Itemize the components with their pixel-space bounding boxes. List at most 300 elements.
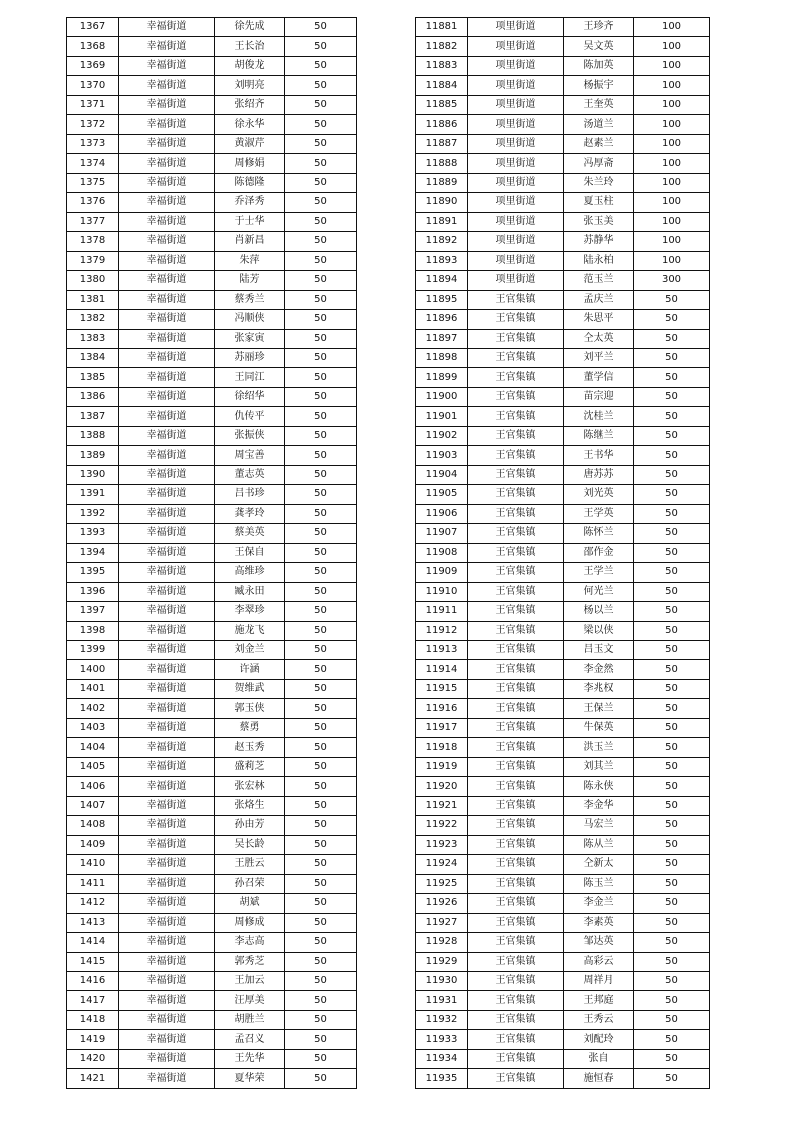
- amount-cell: 50: [634, 1069, 710, 1088]
- street-cell: 幸福街道: [119, 563, 215, 582]
- table-row: [416, 641, 710, 660]
- table-row: [416, 465, 710, 484]
- amount-cell: 50: [634, 1049, 710, 1068]
- street-cell: 王官集镇: [468, 387, 564, 406]
- amount-cell: 50: [285, 660, 357, 679]
- row-number-cell: 1419: [67, 1030, 119, 1049]
- amount-cell: 50: [634, 855, 710, 874]
- table-row: [67, 95, 357, 114]
- street-cell: 幸福街道: [119, 446, 215, 465]
- name-cell: 周修成: [215, 913, 285, 932]
- row-number-cell: 11903: [416, 446, 468, 465]
- table-row: [416, 777, 710, 796]
- table-row: [416, 874, 710, 893]
- amount-cell: 50: [285, 933, 357, 952]
- name-cell: 梁以侠: [564, 621, 634, 640]
- amount-cell: 50: [285, 1049, 357, 1068]
- street-cell: 王官集镇: [468, 310, 564, 329]
- street-cell: 幸福街道: [119, 971, 215, 990]
- name-cell: 吴长龄: [215, 835, 285, 854]
- name-cell: 李金然: [564, 660, 634, 679]
- amount-cell: 50: [285, 524, 357, 543]
- amount-cell: 100: [634, 18, 710, 37]
- amount-cell: 50: [285, 563, 357, 582]
- name-cell: 刘明亮: [215, 76, 285, 95]
- street-cell: 王官集镇: [468, 1069, 564, 1088]
- row-number-cell: 11890: [416, 193, 468, 212]
- street-cell: 幸福街道: [119, 232, 215, 251]
- street-cell: 项里街道: [468, 271, 564, 290]
- table-row: [67, 1030, 357, 1049]
- name-cell: 李翠珍: [215, 602, 285, 621]
- table-row: [416, 290, 710, 309]
- name-cell: 施恒春: [564, 1069, 634, 1088]
- amount-cell: 100: [634, 193, 710, 212]
- amount-cell: 50: [285, 37, 357, 56]
- street-cell: 幸福街道: [119, 1010, 215, 1029]
- row-number-cell: 11900: [416, 387, 468, 406]
- row-number-cell: 11894: [416, 271, 468, 290]
- table-row: [67, 894, 357, 913]
- amount-cell: 50: [285, 971, 357, 990]
- row-number-cell: 11909: [416, 563, 468, 582]
- name-cell: 李金华: [564, 796, 634, 815]
- table-row: [416, 679, 710, 698]
- table-row: [67, 738, 357, 757]
- name-cell: 陈继兰: [564, 426, 634, 445]
- street-cell: 项里街道: [468, 18, 564, 37]
- street-cell: 王官集镇: [468, 543, 564, 562]
- street-cell: 幸福街道: [119, 1069, 215, 1088]
- name-cell: 肖新昌: [215, 232, 285, 251]
- amount-cell: 50: [285, 115, 357, 134]
- amount-cell: 50: [285, 777, 357, 796]
- row-number-cell: 1406: [67, 777, 119, 796]
- street-cell: 王官集镇: [468, 407, 564, 426]
- row-number-cell: 1410: [67, 855, 119, 874]
- name-cell: 张烙生: [215, 796, 285, 815]
- street-cell: 王官集镇: [468, 679, 564, 698]
- street-cell: 王官集镇: [468, 894, 564, 913]
- amount-cell: 50: [285, 193, 357, 212]
- name-cell: 周祥月: [564, 971, 634, 990]
- name-cell: 杨振宇: [564, 76, 634, 95]
- row-number-cell: 1420: [67, 1049, 119, 1068]
- name-cell: 王保自: [215, 543, 285, 562]
- table-row: [416, 796, 710, 815]
- row-number-cell: 1386: [67, 387, 119, 406]
- street-cell: 王官集镇: [468, 660, 564, 679]
- street-cell: 幸福街道: [119, 816, 215, 835]
- name-cell: 蔡美英: [215, 524, 285, 543]
- amount-cell: 50: [285, 991, 357, 1010]
- amount-cell: 50: [634, 524, 710, 543]
- amount-cell: 50: [634, 290, 710, 309]
- street-cell: 幸福街道: [119, 835, 215, 854]
- name-cell: 董学信: [564, 368, 634, 387]
- amount-cell: 50: [634, 1010, 710, 1029]
- street-cell: 幸福街道: [119, 679, 215, 698]
- amount-cell: 50: [634, 913, 710, 932]
- street-cell: 幸福街道: [119, 641, 215, 660]
- street-cell: 幸福街道: [119, 894, 215, 913]
- amount-cell: 50: [285, 407, 357, 426]
- amount-cell: 100: [634, 95, 710, 114]
- table-row: [416, 894, 710, 913]
- name-cell: 李兆权: [564, 679, 634, 698]
- table-row: [67, 602, 357, 621]
- name-cell: 王同江: [215, 368, 285, 387]
- street-cell: 幸福街道: [119, 777, 215, 796]
- table-row: [67, 718, 357, 737]
- name-cell: 仝太英: [564, 329, 634, 348]
- street-cell: 幸福街道: [119, 37, 215, 56]
- name-cell: 夏华荣: [215, 1069, 285, 1088]
- row-number-cell: 1401: [67, 679, 119, 698]
- row-number-cell: 11893: [416, 251, 468, 270]
- name-cell: 陈永侠: [564, 777, 634, 796]
- amount-cell: 100: [634, 56, 710, 75]
- right-table-body: [416, 18, 710, 1089]
- table-row: [416, 621, 710, 640]
- name-cell: 高维珍: [215, 563, 285, 582]
- amount-cell: 50: [285, 368, 357, 387]
- name-cell: 郭玉侠: [215, 699, 285, 718]
- street-cell: 王官集镇: [468, 874, 564, 893]
- table-row: [416, 173, 710, 192]
- name-cell: 高彩云: [564, 952, 634, 971]
- street-cell: 幸福街道: [119, 524, 215, 543]
- name-cell: 何光兰: [564, 582, 634, 601]
- street-cell: 幸福街道: [119, 329, 215, 348]
- name-cell: 陈怀兰: [564, 524, 634, 543]
- table-row: [416, 991, 710, 1010]
- street-cell: 王官集镇: [468, 446, 564, 465]
- street-cell: 王官集镇: [468, 290, 564, 309]
- amount-cell: 100: [634, 37, 710, 56]
- row-number-cell: 11915: [416, 679, 468, 698]
- name-cell: 刘光英: [564, 485, 634, 504]
- row-number-cell: 1383: [67, 329, 119, 348]
- table-row: [67, 855, 357, 874]
- table-row: [67, 933, 357, 952]
- name-cell: 王学兰: [564, 563, 634, 582]
- name-cell: 郭秀芝: [215, 952, 285, 971]
- name-cell: 张振侠: [215, 426, 285, 445]
- amount-cell: 50: [285, 679, 357, 698]
- row-number-cell: 11892: [416, 232, 468, 251]
- name-cell: 吴文英: [564, 37, 634, 56]
- table-row: [416, 348, 710, 367]
- row-number-cell: 1404: [67, 738, 119, 757]
- name-cell: 蔡勇: [215, 718, 285, 737]
- street-cell: 幸福街道: [119, 757, 215, 776]
- street-cell: 幸福街道: [119, 855, 215, 874]
- row-number-cell: 11895: [416, 290, 468, 309]
- table-row: [416, 816, 710, 835]
- name-cell: 施龙飞: [215, 621, 285, 640]
- street-cell: 王官集镇: [468, 582, 564, 601]
- street-cell: 项里街道: [468, 193, 564, 212]
- table-row: [416, 543, 710, 562]
- street-cell: 幸福街道: [119, 602, 215, 621]
- row-number-cell: 11888: [416, 154, 468, 173]
- row-number-cell: 1398: [67, 621, 119, 640]
- row-number-cell: 1405: [67, 757, 119, 776]
- table-row: [416, 407, 710, 426]
- name-cell: 徐绍华: [215, 387, 285, 406]
- street-cell: 王官集镇: [468, 796, 564, 815]
- table-row: [67, 193, 357, 212]
- name-cell: 冯厚斋: [564, 154, 634, 173]
- row-number-cell: 11932: [416, 1010, 468, 1029]
- row-number-cell: 1395: [67, 563, 119, 582]
- table-row: [67, 1069, 357, 1088]
- street-cell: 幸福街道: [119, 504, 215, 523]
- name-cell: 盛莉芝: [215, 757, 285, 776]
- amount-cell: 50: [634, 777, 710, 796]
- row-number-cell: 11925: [416, 874, 468, 893]
- street-cell: 王官集镇: [468, 952, 564, 971]
- amount-cell: 50: [634, 816, 710, 835]
- table-row: [67, 310, 357, 329]
- street-cell: 幸福街道: [119, 407, 215, 426]
- table-row: [67, 232, 357, 251]
- row-number-cell: 11926: [416, 894, 468, 913]
- row-number-cell: 1376: [67, 193, 119, 212]
- name-cell: 沈桂兰: [564, 407, 634, 426]
- table-row: [67, 641, 357, 660]
- amount-cell: 50: [634, 718, 710, 737]
- street-cell: 王官集镇: [468, 699, 564, 718]
- amount-cell: 50: [634, 757, 710, 776]
- row-number-cell: 1369: [67, 56, 119, 75]
- table-row: [416, 329, 710, 348]
- row-number-cell: 11929: [416, 952, 468, 971]
- name-cell: 刘配玲: [564, 1030, 634, 1049]
- table-row: [416, 913, 710, 932]
- row-number-cell: 1407: [67, 796, 119, 815]
- row-number-cell: 11884: [416, 76, 468, 95]
- street-cell: 王官集镇: [468, 991, 564, 1010]
- amount-cell: 50: [285, 582, 357, 601]
- left-table-body: [67, 18, 357, 1089]
- table-row: [67, 777, 357, 796]
- name-cell: 赵素兰: [564, 134, 634, 153]
- row-number-cell: 1378: [67, 232, 119, 251]
- table-row: [416, 368, 710, 387]
- table-row: [67, 582, 357, 601]
- row-number-cell: 1412: [67, 894, 119, 913]
- row-number-cell: 1415: [67, 952, 119, 971]
- name-cell: 范玉兰: [564, 271, 634, 290]
- table-row: [67, 621, 357, 640]
- table-row: [416, 426, 710, 445]
- row-number-cell: 1409: [67, 835, 119, 854]
- amount-cell: 50: [634, 971, 710, 990]
- amount-cell: 50: [285, 271, 357, 290]
- row-number-cell: 11881: [416, 18, 468, 37]
- amount-cell: 50: [634, 699, 710, 718]
- table-row: [416, 310, 710, 329]
- amount-cell: 100: [634, 76, 710, 95]
- row-number-cell: 11908: [416, 543, 468, 562]
- row-number-cell: 1416: [67, 971, 119, 990]
- name-cell: 王奎英: [564, 95, 634, 114]
- table-row: [67, 971, 357, 990]
- right-register-table: [415, 17, 710, 1089]
- street-cell: 王官集镇: [468, 1010, 564, 1029]
- name-cell: 刘金兰: [215, 641, 285, 660]
- table-row: [416, 524, 710, 543]
- amount-cell: 50: [285, 134, 357, 153]
- amount-cell: 50: [285, 290, 357, 309]
- street-cell: 幸福街道: [119, 271, 215, 290]
- table-row: [67, 426, 357, 445]
- amount-cell: 50: [285, 504, 357, 523]
- table-row: [67, 757, 357, 776]
- amount-cell: 50: [285, 1030, 357, 1049]
- table-row: [67, 913, 357, 932]
- amount-cell: 50: [634, 835, 710, 854]
- name-cell: 吕书珍: [215, 485, 285, 504]
- name-cell: 孙召荣: [215, 874, 285, 893]
- row-number-cell: 11921: [416, 796, 468, 815]
- amount-cell: 50: [634, 621, 710, 640]
- amount-cell: 50: [634, 582, 710, 601]
- table-row: [67, 251, 357, 270]
- row-number-cell: 1397: [67, 602, 119, 621]
- amount-cell: 50: [285, 173, 357, 192]
- street-cell: 项里街道: [468, 154, 564, 173]
- name-cell: 徐先成: [215, 18, 285, 37]
- street-cell: 幸福街道: [119, 913, 215, 932]
- street-cell: 幸福街道: [119, 173, 215, 192]
- name-cell: 王秀云: [564, 1010, 634, 1029]
- street-cell: 王官集镇: [468, 426, 564, 445]
- street-cell: 幸福街道: [119, 368, 215, 387]
- row-number-cell: 1399: [67, 641, 119, 660]
- row-number-cell: 1373: [67, 134, 119, 153]
- amount-cell: 50: [285, 387, 357, 406]
- street-cell: 王官集镇: [468, 913, 564, 932]
- amount-cell: 50: [285, 18, 357, 37]
- name-cell: 苗宗迎: [564, 387, 634, 406]
- amount-cell: 100: [634, 134, 710, 153]
- row-number-cell: 11933: [416, 1030, 468, 1049]
- street-cell: 幸福街道: [119, 426, 215, 445]
- row-number-cell: 11905: [416, 485, 468, 504]
- table-row: [416, 1010, 710, 1029]
- amount-cell: 50: [285, 310, 357, 329]
- amount-cell: 50: [634, 796, 710, 815]
- name-cell: 陈玉兰: [564, 874, 634, 893]
- amount-cell: 50: [285, 874, 357, 893]
- street-cell: 王官集镇: [468, 621, 564, 640]
- table-row: [67, 524, 357, 543]
- table-row: [416, 485, 710, 504]
- name-cell: 仝新太: [564, 855, 634, 874]
- name-cell: 王书华: [564, 446, 634, 465]
- table-row: [67, 134, 357, 153]
- table-row: [67, 446, 357, 465]
- street-cell: 幸福街道: [119, 543, 215, 562]
- street-cell: 幸福街道: [119, 991, 215, 1010]
- street-cell: 幸福街道: [119, 18, 215, 37]
- table-row: [416, 95, 710, 114]
- name-cell: 龚孝玲: [215, 504, 285, 523]
- amount-cell: 50: [285, 894, 357, 913]
- street-cell: 项里街道: [468, 134, 564, 153]
- name-cell: 陆芳: [215, 271, 285, 290]
- name-cell: 蔡秀兰: [215, 290, 285, 309]
- table-row: [416, 76, 710, 95]
- row-number-cell: 11887: [416, 134, 468, 153]
- amount-cell: 50: [634, 1030, 710, 1049]
- amount-cell: 50: [285, 757, 357, 776]
- row-number-cell: 1372: [67, 115, 119, 134]
- street-cell: 项里街道: [468, 173, 564, 192]
- street-cell: 王官集镇: [468, 738, 564, 757]
- name-cell: 陈从兰: [564, 835, 634, 854]
- table-row: [67, 154, 357, 173]
- street-cell: 幸福街道: [119, 582, 215, 601]
- row-number-cell: 1371: [67, 95, 119, 114]
- name-cell: 胡俊龙: [215, 56, 285, 75]
- amount-cell: 50: [634, 991, 710, 1010]
- table-row: [67, 543, 357, 562]
- amount-cell: 100: [634, 232, 710, 251]
- amount-cell: 50: [285, 446, 357, 465]
- table-row: [416, 1049, 710, 1068]
- name-cell: 李素英: [564, 913, 634, 932]
- amount-cell: 50: [285, 602, 357, 621]
- name-cell: 许涵: [215, 660, 285, 679]
- table-row: [67, 1049, 357, 1068]
- row-number-cell: 11922: [416, 816, 468, 835]
- amount-cell: 50: [285, 251, 357, 270]
- street-cell: 幸福街道: [119, 933, 215, 952]
- amount-cell: 50: [285, 952, 357, 971]
- table-row: [416, 952, 710, 971]
- row-number-cell: 11928: [416, 933, 468, 952]
- row-number-cell: 11882: [416, 37, 468, 56]
- amount-cell: 50: [634, 465, 710, 484]
- row-number-cell: 1393: [67, 524, 119, 543]
- street-cell: 项里街道: [468, 251, 564, 270]
- table-row: [416, 193, 710, 212]
- name-cell: 孙由芳: [215, 816, 285, 835]
- name-cell: 王加云: [215, 971, 285, 990]
- street-cell: 王官集镇: [468, 563, 564, 582]
- row-number-cell: 11883: [416, 56, 468, 75]
- name-cell: 胡斌: [215, 894, 285, 913]
- name-cell: 王先华: [215, 1049, 285, 1068]
- amount-cell: 50: [285, 212, 357, 231]
- street-cell: 幸福街道: [119, 485, 215, 504]
- table-row: [416, 212, 710, 231]
- street-cell: 项里街道: [468, 212, 564, 231]
- street-cell: 王官集镇: [468, 757, 564, 776]
- table-row: [416, 56, 710, 75]
- name-cell: 朱兰玲: [564, 173, 634, 192]
- street-cell: 幸福街道: [119, 621, 215, 640]
- left-register-table: [66, 17, 357, 1089]
- name-cell: 吕玉文: [564, 641, 634, 660]
- name-cell: 张玉美: [564, 212, 634, 231]
- street-cell: 幸福街道: [119, 699, 215, 718]
- name-cell: 王珍齐: [564, 18, 634, 37]
